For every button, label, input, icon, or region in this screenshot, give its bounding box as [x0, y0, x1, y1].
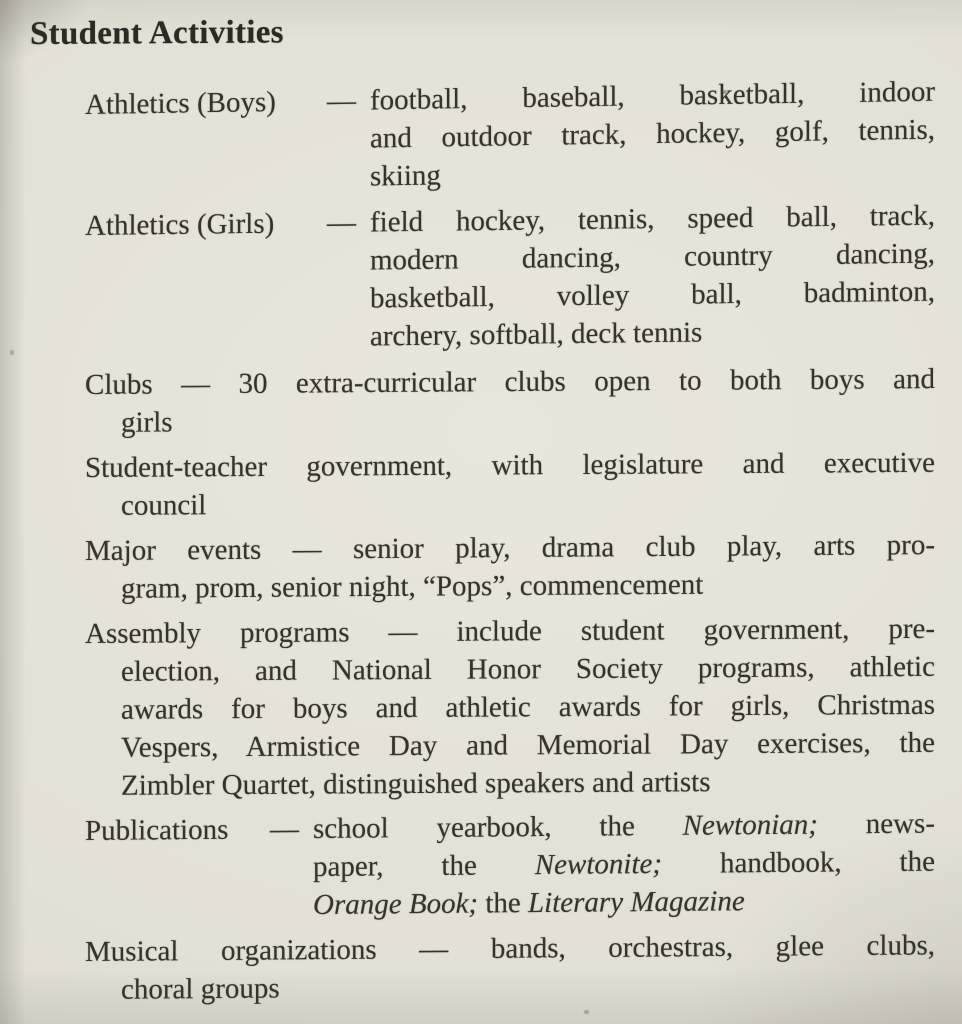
text-segment: girls: [121, 406, 173, 439]
activity-entry: [85, 610, 935, 805]
text-segment: field hockey, tennis, speed ball, track,: [370, 199, 935, 239]
em-dash: —: [270, 813, 299, 846]
entry-content: [370, 197, 935, 356]
text-segment: and outdoor track, hockey, golf, tennis,: [370, 113, 935, 155]
text-line: [85, 360, 935, 404]
text-line: [85, 526, 935, 570]
text-segment: football, baseball, basketball, indoor: [370, 75, 935, 117]
entry-label: [85, 204, 370, 245]
activity-entry: [85, 444, 935, 525]
text-segment: news-: [817, 807, 935, 841]
text-line: [121, 964, 935, 1008]
text-line: [121, 398, 935, 442]
text-line: [370, 311, 935, 356]
text-line: [85, 444, 935, 487]
entry-label: [85, 810, 313, 850]
text-line: [313, 881, 935, 924]
activity-entry: [85, 360, 935, 442]
italic-title-text: Newtonite;: [534, 847, 663, 882]
entry-content: [370, 73, 935, 196]
italic-title-text: Newtonian;: [682, 808, 818, 842]
entry-label: [85, 82, 370, 124]
text-line: [313, 843, 935, 886]
text-segment: Major events — senior play, drama club play, arts pro-: [85, 529, 935, 567]
italic-title-text: Literary Magazine: [528, 885, 745, 920]
text-segment: Clubs — 30 extra-curricular clubs open to both boys and: [85, 363, 935, 401]
activity-entry: [85, 526, 935, 608]
text-line: [121, 564, 935, 608]
text-segment: handbook, the: [662, 845, 935, 880]
text-line: [85, 926, 935, 971]
paper-speck: [10, 350, 14, 355]
text-line: [121, 724, 935, 767]
page-title: Student Activities: [30, 14, 284, 53]
text-segment: the: [478, 887, 529, 920]
text-segment: choral groups: [121, 972, 280, 1006]
text-line: [121, 482, 935, 525]
text-segment: basketball, volley ball, badminton,: [370, 275, 935, 315]
text-line: [121, 762, 935, 805]
text-line: [313, 805, 935, 848]
text-segment: Vespers, Armistice Day and Memorial Day exercises, the: [121, 726, 935, 764]
entry-label-text: Athletics (Girls): [85, 207, 275, 242]
activities-list: [85, 75, 935, 1009]
entry-label-text: Publications: [85, 813, 229, 847]
activity-entry: [85, 73, 935, 200]
text-segment: Assembly programs — include student government, pre-: [85, 612, 935, 650]
text-segment: gram, prom, senior night, “Pops”, commencement: [121, 568, 704, 605]
text-segment: Zimbler Quartet, distinguished speakers and artists: [121, 766, 711, 802]
text-segment: council: [121, 489, 207, 522]
text-segment: modern dancing, country dancing,: [370, 237, 935, 277]
italic-title-text: Orange Book;: [313, 887, 479, 922]
text-segment: Musical organizations — bands, orchestras, glee clubs,: [85, 929, 935, 968]
entry-label-text: Athletics (Boys): [85, 86, 276, 121]
em-dash: —: [327, 84, 356, 118]
text-line: [121, 686, 935, 729]
text-line: [121, 648, 935, 691]
text-segment: skiing: [370, 159, 441, 193]
activity-entry: [85, 926, 935, 1009]
text-segment: awards for boys and athletic awards for girls, Christmas: [121, 688, 935, 726]
text-segment: election, and National Honor Society programs, athletic: [121, 650, 935, 688]
paper-speck: [584, 1010, 589, 1014]
text-segment: school yearbook, the: [313, 809, 683, 846]
text-line: [370, 273, 935, 318]
text-segment: archery, softball, deck tennis: [370, 316, 703, 353]
text-segment: paper, the: [313, 849, 535, 884]
text-segment: Student-teacher government, with legislature and executive: [85, 446, 935, 484]
activity-entry: [85, 805, 935, 926]
text-line: [85, 610, 935, 653]
activity-entry: [85, 197, 935, 359]
em-dash: —: [327, 206, 356, 240]
entry-content: [313, 805, 935, 924]
